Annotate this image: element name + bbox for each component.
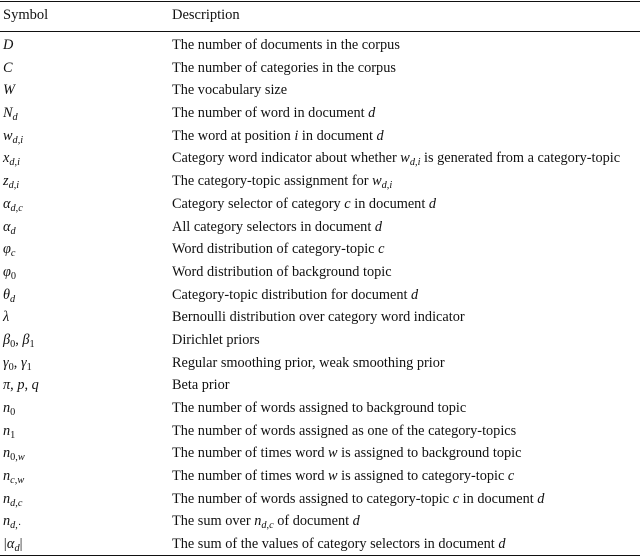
subscript: d [14,543,20,554]
description-cell: Dirichlet priors [172,331,260,348]
table-row [0,261,640,284]
subscript: 0 [10,270,17,282]
symbol-cell: $\varphi_0$ [3,263,17,282]
symbol-cell: $x_{d,i}$ [3,150,20,169]
subscript: d,i [381,180,393,191]
description-cell: The number of words assigned to background topic [172,400,467,416]
symbol-cell: $n_0$ [3,400,16,418]
table-body [0,34,640,556]
subscript: d,i [8,180,20,191]
subscript: 1 [10,429,16,441]
table-row [0,374,640,397]
description-cell: Category selector of category c in document d [172,195,437,212]
subscript: d [10,225,16,237]
description-cell: Bernoulli distribution over category word indicator [172,309,465,326]
symbol-cell: $\gamma_0$, $\gamma_1$ [3,354,32,373]
subscript: 1 [29,338,35,350]
table-row [0,397,640,420]
subscript: d,c [261,520,274,532]
description-cell: The sum over $n_{d,c}$ of document d [172,513,360,532]
subscript: 0,w [10,452,25,464]
description-cell: Word distribution of background topic [172,263,392,280]
description-cell: Word distribution of category-topic c [172,241,385,258]
symbol-cell: $\beta_0$, $\beta_1$ [3,331,35,350]
symbol-cell: $z_{d,i}$ [3,173,20,191]
description-cell: The category-topic assignment for $w_{d,i}$ [172,173,393,191]
symbol-cell: $n_{d,c}$ [3,490,23,509]
description-cell: Category word indicator about whether $w_{d,i}$ is generated from a category-topic [172,150,621,169]
subscript: d,i [12,134,24,146]
subscript: 0 [10,338,16,350]
table-row [0,488,640,511]
table-row [0,147,640,170]
symbol-cell: W [3,82,15,99]
table-row [0,510,640,533]
description-cell: Beta prior [172,377,230,394]
description-cell: The number of word in document d [172,105,376,122]
symbol-cell: π, p, q [3,377,39,394]
table-row [0,442,640,465]
symbol-cell: λ [3,309,10,326]
symbol-cell: $n_{d,\cdot}$ [3,513,22,532]
description-cell: The number of words assigned to category-topic c in document d [172,490,545,507]
table-row [0,57,640,80]
description-cell: The number of words assigned as one of the category-topics [172,422,517,439]
column-header-description: Description [172,7,240,23]
table-row [0,193,640,216]
symbol-cell: $\varphi_c$ [3,241,16,260]
symbol-cell: $n_{c,w}$ [3,468,25,486]
table-row [0,34,640,57]
subscript: 0 [10,406,16,418]
subscript: d,i [409,157,421,169]
subscript: 0 [8,361,14,373]
subscript: d,c [10,202,23,214]
table-row [0,533,640,556]
symbol-cell: $N_d$ [3,105,18,123]
table-row [0,284,640,307]
table-row [0,102,640,125]
symbol-cell: $\theta_d$ [3,286,16,305]
description-cell: Regular smoothing prior, weak smoothing prior [172,354,445,371]
symbol-cell: $w_{d,i}$ [3,127,24,146]
description-cell: All category selectors in document d [172,218,383,235]
column-header-symbol: Symbol [3,7,49,23]
subscript: d,c [10,497,23,509]
table-bottom-rule [0,555,640,556]
description-cell: The number of categories in the corpus [172,59,396,76]
symbol-cell: $\alpha_{d,c}$ [3,195,23,214]
subscript: c [10,248,16,260]
table-row [0,216,640,239]
description-cell: The vocabulary size [172,82,288,99]
table-top-rule [0,1,640,2]
table-row [0,352,640,375]
description-cell: The word at position i in document d [172,127,384,144]
table-row [0,170,640,193]
description-cell: The number of times word w is assigned to background topic [172,445,522,462]
table-row [0,329,640,352]
description-cell: The number of times word w is assigned to category-topic c [172,468,515,485]
table-row [0,306,640,329]
table-row [0,238,640,261]
table-row [0,465,640,488]
symbol-cell: $n_{0,w}$ [3,445,25,464]
subscript: 1 [26,361,32,373]
symbol-cell: C [3,59,13,76]
subscript: d,i [9,157,20,169]
description-cell: Category-topic distribution for document d [172,286,419,303]
symbol-cell: $n_1$ [3,422,16,441]
symbol-cell: D [3,37,14,53]
table-row [0,79,640,102]
subscript: d,· [10,520,22,532]
description-cell: The sum of the values of category selectors in document d [172,536,506,553]
table-row [0,420,640,443]
symbol-cell: $|\alpha_d|$ [3,536,23,554]
table-row [0,125,640,148]
subscript: d [12,111,18,123]
symbol-cell: $\alpha_d$ [3,218,16,237]
subscript: d [10,293,16,305]
subscript: c,w [10,474,25,486]
header-rule [0,31,640,32]
description-cell: The number of documents in the corpus [172,37,400,53]
